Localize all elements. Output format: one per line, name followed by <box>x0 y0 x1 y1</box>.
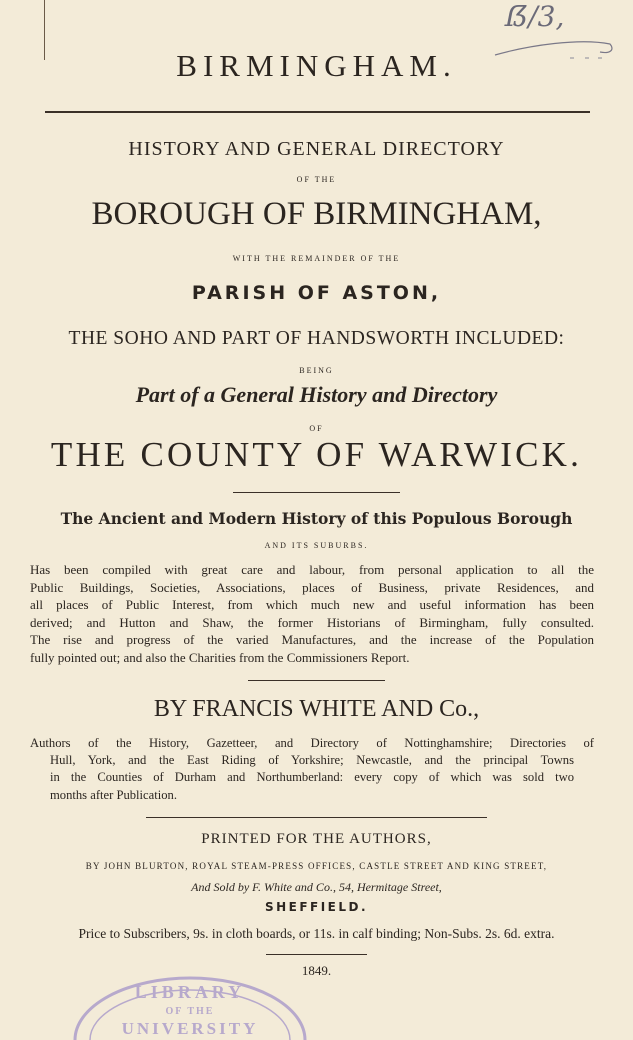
description-line: The rise and progress of the varied Manufactures, and the increase of the Population <box>30 632 594 647</box>
section-rule-3 <box>146 817 487 818</box>
authors-line: months after Publication. <box>50 787 177 802</box>
printer-text: BY JOHN BLURTON, ROYAL STEAM-PRESS OFFICES, CASTLE STREET AND KING STREET, <box>85 861 548 871</box>
year-text: 1849. <box>301 963 332 978</box>
description-paragraph <box>30 561 594 666</box>
description-line: all places of Public Interest, from which much new and useful information has been <box>30 597 594 612</box>
section-rule-1 <box>233 492 400 493</box>
author-heading: BY FRANCIS WHITE AND Co., <box>153 696 480 722</box>
authors-paragraph <box>30 735 594 804</box>
title-rule <box>45 111 590 113</box>
sold-by-text: And Sold by F. White and Co., 54, Hermitage Street, <box>191 880 442 894</box>
part-of-heading: Part of a General History and Directory <box>135 382 498 407</box>
price-text: Price to Subscribers, 9s. in cloth boards, or 11s. in calf binding; Non-Subs. 2s. 6d. extra. <box>78 926 555 941</box>
being-text: BEING <box>299 366 334 375</box>
of-text: OF <box>309 424 324 433</box>
description-line: derived; and Hutton and Shaw, the former Historians of Birmingham, fully consulted. <box>30 614 594 630</box>
parish-heading: PARISH OF ASTON, <box>191 282 442 304</box>
ancient-history-heading: The Ancient and Modern History of this Populous Borough <box>60 509 573 528</box>
authors-line: Authors of the History, Gazetteer, and Directory of Nottinghamshire; Directories of <box>30 736 594 750</box>
main-title: BIRMINGHAM. <box>176 48 457 83</box>
section-rule-2 <box>248 680 385 681</box>
stamp-text-university: UNIVERSITY <box>121 1019 259 1038</box>
borough-heading: BOROUGH OF BIRMINGHAM, <box>91 196 542 232</box>
handwritten-note: ẞ/3, <box>505 0 565 33</box>
description-line: fully pointed out; and also the Charities from the Commissioners Report. <box>30 649 410 665</box>
authors-line: Hull, York, and the East Riding of Yorkshire; Newcastle, and the principal Towns <box>50 753 574 768</box>
printed-for-text: PRINTED FOR THE AUTHORS, <box>201 831 432 847</box>
with-remainder-text: WITH THE REMAINDER OF THE <box>232 254 401 263</box>
history-heading: HISTORY AND GENERAL DIRECTORY <box>128 138 505 160</box>
stamp-text-of-the: OF THE <box>165 1006 215 1017</box>
description-line: Public Buildings, Societies, Associations, places of Business, private Residences, and <box>30 579 594 595</box>
city-text: SHEFFIELD. <box>264 900 369 914</box>
county-heading: THE COUNTY OF WARWICK. <box>50 435 583 474</box>
stamp-text-library: LIBRARY <box>134 982 246 1002</box>
library-stamp <box>60 940 320 1040</box>
description-line: Has been compiled with great care and labour, from personal application to all the <box>30 562 594 577</box>
of-the-text: OF THE <box>296 175 337 184</box>
soho-heading: THE SOHO AND PART OF HANDSWORTH INCLUDED: <box>68 328 565 349</box>
suburbs-text: AND ITS SUBURBS. <box>264 541 369 550</box>
authors-line: in the Counties of Durham and Northumberland: every copy of which was sold two <box>50 770 574 785</box>
